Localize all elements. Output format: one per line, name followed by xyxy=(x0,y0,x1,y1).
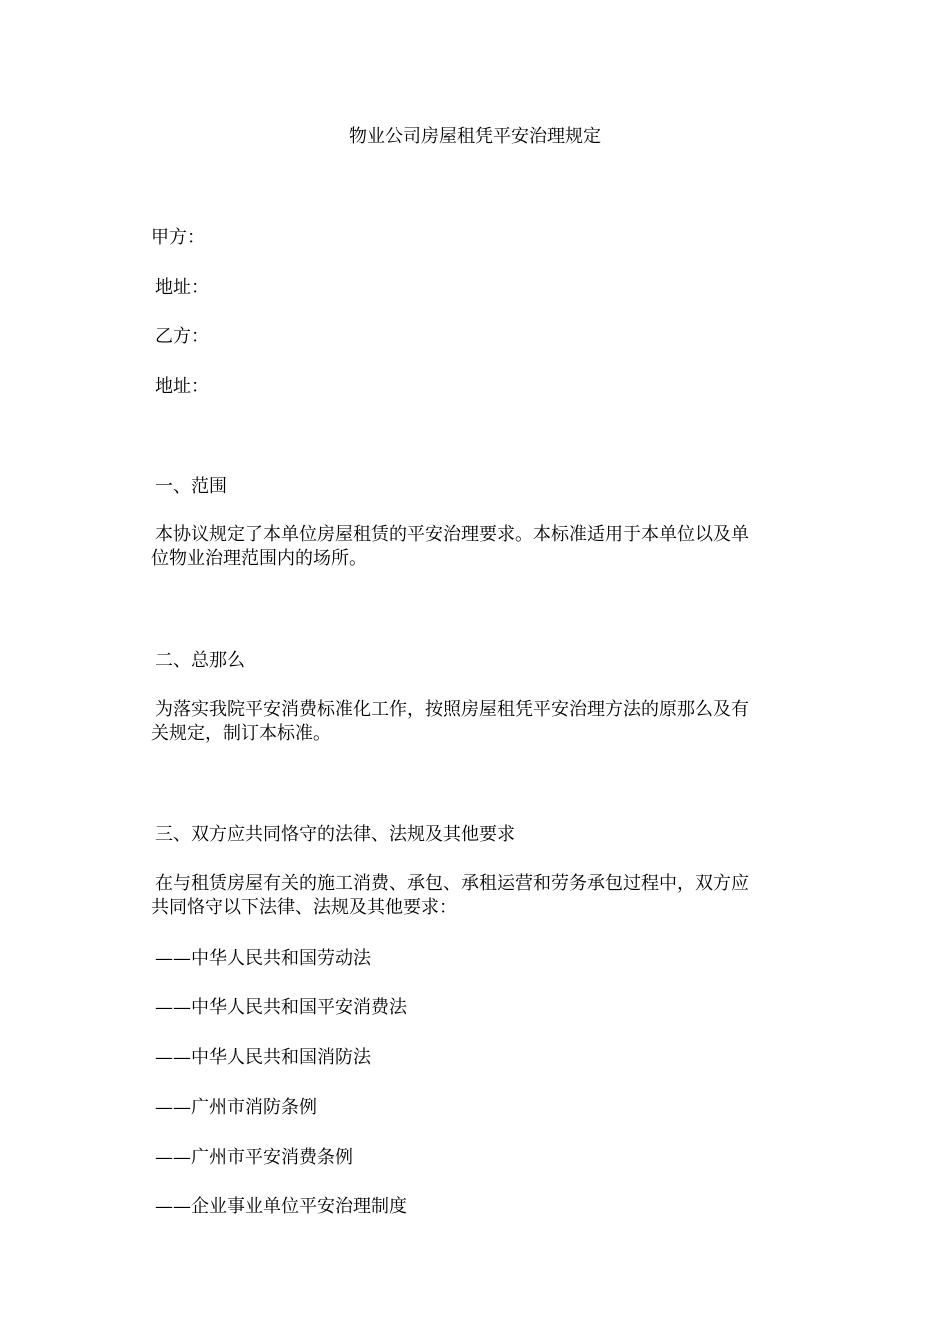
law-list-item: ——广州市消防条例 xyxy=(155,1097,317,1118)
document-title: 物业公司房屋租凭平安治理规定 xyxy=(349,126,601,147)
section-body-scope-line-1: 本协议规定了本单位房屋租赁的平安治理要求。本标准适用于本单位以及单 xyxy=(155,524,749,545)
party-a-label: 甲方： xyxy=(151,227,205,248)
section-body-laws-line-2: 共同恪守以下法律、法规及其他要求： xyxy=(151,897,457,918)
party-b-label: 乙方： xyxy=(155,326,209,347)
section-body-laws-line-1: 在与租赁房屋有关的施工消费、承包、承租运营和劳务承包过程中，双方应 xyxy=(155,873,749,894)
section-body-laws xyxy=(151,872,791,920)
section-heading-general: 二、总那么 xyxy=(155,650,245,671)
section-body-general-line-2: 关规定，制订本标准。 xyxy=(151,723,331,744)
section-heading-laws: 三、双方应共同恪守的法律、法规及其他要求 xyxy=(155,824,515,845)
section-body-scope xyxy=(151,523,791,571)
section-body-general xyxy=(151,698,791,746)
law-list-item: ——中华人民共和国消防法 xyxy=(155,1047,371,1068)
section-body-general-line-1: 为落实我院平安消费标准化工作，按照房屋租凭平安治理方法的原那么及有 xyxy=(155,699,749,720)
section-heading-scope: 一、范围 xyxy=(155,476,227,497)
party-a-address-label: 地址： xyxy=(155,277,209,298)
law-list-item: ——企业事业单位平安治理制度 xyxy=(155,1196,407,1217)
party-b-address-label: 地址： xyxy=(155,376,209,397)
law-list-item: ——中华人民共和国劳动法 xyxy=(155,948,371,969)
law-list-item: ——广州市平安消费条例 xyxy=(155,1147,353,1168)
section-body-scope-line-2: 位物业治理范围内的场所。 xyxy=(151,548,367,569)
law-list-item: ——中华人民共和国平安消费法 xyxy=(155,997,407,1018)
